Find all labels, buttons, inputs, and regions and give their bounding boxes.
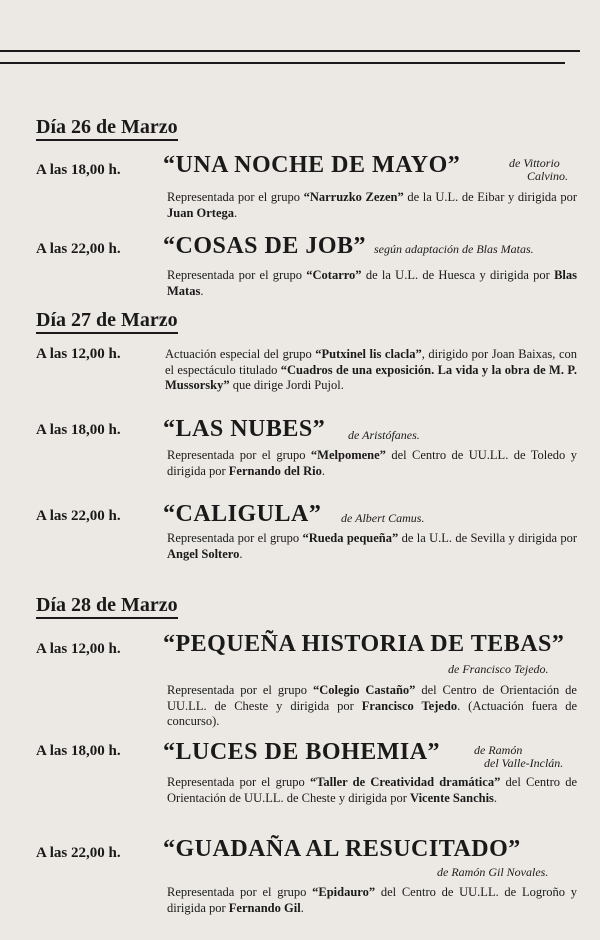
desc-text: del Centro de Orientación de UU.LL. de Cheste y dirigida por	[167, 775, 578, 805]
desc-text: . (Actuación fuera de concurso).	[167, 698, 578, 728]
event-description	[167, 531, 577, 562]
director-name: Fernando Gil	[228, 900, 301, 915]
event-time: A las 12,00 h.	[36, 346, 121, 362]
desc-text: Representada por el grupo	[167, 268, 307, 282]
desc-text: .	[493, 790, 498, 805]
author-line: de Francisco Tejedo.	[448, 662, 549, 676]
author-line: según adaptación de Blas Matas.	[374, 242, 534, 256]
play-author	[437, 866, 548, 879]
play-title: “GUADAÑA AL RESUCITADO”	[163, 836, 521, 862]
play-title: “COSAS DE JOB”	[163, 233, 367, 259]
desc-text: del Centro de UU.LL. de Toledo y dirigida por	[167, 448, 577, 478]
event-time: A las 18,00 h.	[36, 743, 121, 759]
play-author	[348, 429, 420, 442]
desc-text: Representada por el grupo	[167, 775, 310, 789]
director-name: Francisco Tejedo	[361, 698, 458, 713]
group-name: “Colegio Castaño”	[312, 683, 416, 697]
desc-text: Representada por el grupo	[167, 190, 304, 204]
event-time: A las 12,00 h.	[36, 641, 121, 657]
group-name: “Melpomene”	[310, 448, 386, 462]
desc-text: .	[234, 205, 238, 220]
play-title: “LUCES DE BOHEMIA”	[163, 739, 441, 765]
desc-text: Actuación especial del grupo	[165, 347, 316, 361]
day-heading: Día 28 de Marzo	[36, 594, 178, 619]
top-rule-second	[0, 62, 565, 64]
event-time: A las 22,00 h.	[36, 845, 121, 861]
desc-text: del Centro de UU.LL. de Logroño y dirigida por	[167, 885, 577, 915]
desc-text: de la U.L. de Sevilla y dirigida por	[398, 531, 577, 545]
event-description	[165, 347, 577, 394]
event-description	[167, 268, 577, 299]
desc-text: de la U.L. de Eibar y dirigida por	[403, 190, 577, 204]
group-name: “Narruzko Zezen”	[303, 190, 404, 204]
desc-text: Representada por el grupo	[167, 531, 303, 545]
event-description	[167, 190, 577, 221]
author-line: del Valle-Inclán.	[484, 756, 564, 770]
event-description	[167, 775, 577, 806]
play-title: “PEQUEÑA HISTORIA DE TEBAS”	[163, 631, 565, 657]
desc-text: , dirigido por Joan Baixas, con el espectáculo titulado	[165, 347, 577, 377]
desc-text: .	[239, 546, 243, 561]
play-author	[341, 512, 424, 525]
event-time: A las 18,00 h.	[36, 422, 121, 438]
play-title: “CALIGULA”	[163, 501, 322, 527]
play-title: “LAS NUBES”	[163, 416, 326, 442]
group-name: “Cotarro”	[306, 268, 362, 282]
day-heading: Día 27 de Marzo	[36, 309, 178, 334]
author-line: de Ramón	[474, 743, 523, 757]
desc-text: que dirige Jordi Pujol.	[229, 378, 344, 392]
event-description	[167, 683, 577, 730]
group-name: “Putxinel lis clacla”	[315, 347, 422, 361]
event-time: A las 22,00 h.	[36, 508, 121, 524]
desc-text: .	[300, 900, 304, 915]
author-line: de Vittorio	[509, 156, 560, 170]
event-description	[167, 885, 577, 916]
author-line: de Albert Camus.	[341, 511, 425, 525]
desc-text: del Centro de Orientación de UU.LL. de Cheste y dirigida por	[167, 683, 577, 713]
director-name: Fernando del Rio	[228, 463, 322, 478]
group-name: “Rueda pequeña”	[302, 531, 399, 545]
play-title: “UNA NOCHE DE MAYO”	[163, 152, 461, 178]
group-name: “Epidauro”	[312, 885, 376, 899]
director-name: Vicente Sanchis	[410, 790, 494, 805]
desc-text: .	[321, 463, 325, 478]
play-author	[448, 663, 549, 676]
group-name: “Taller de Creatividad dramática”	[309, 775, 501, 789]
director-name: Blas Matas	[167, 268, 577, 298]
top-rule	[0, 50, 580, 52]
show-name: “Cuadros de una exposición. La vida y la obra de M. P. Mussorsky”	[165, 362, 577, 392]
event-time: A las 18,00 h.	[36, 162, 121, 178]
director-name: Juan Ortega	[167, 205, 235, 220]
desc-text: Representada por el grupo	[167, 683, 313, 697]
day-heading: Día 26 de Marzo	[36, 116, 178, 141]
play-author	[509, 157, 568, 183]
event-time: A las 22,00 h.	[36, 241, 121, 257]
desc-text: .	[200, 283, 204, 298]
desc-text: Representada por el grupo	[167, 448, 311, 462]
author-line: de Ramón Gil Novales.	[437, 865, 549, 879]
event-description	[167, 448, 577, 479]
director-name: Angel Soltero	[167, 546, 240, 561]
author-line: de Aristófanes.	[348, 428, 420, 442]
desc-text: de la U.L. de Huesca y dirigida por	[361, 268, 555, 282]
play-author	[374, 243, 534, 256]
desc-text: Representada por el grupo	[167, 885, 313, 899]
play-author	[474, 744, 563, 770]
author-line: Calvino.	[527, 169, 568, 183]
